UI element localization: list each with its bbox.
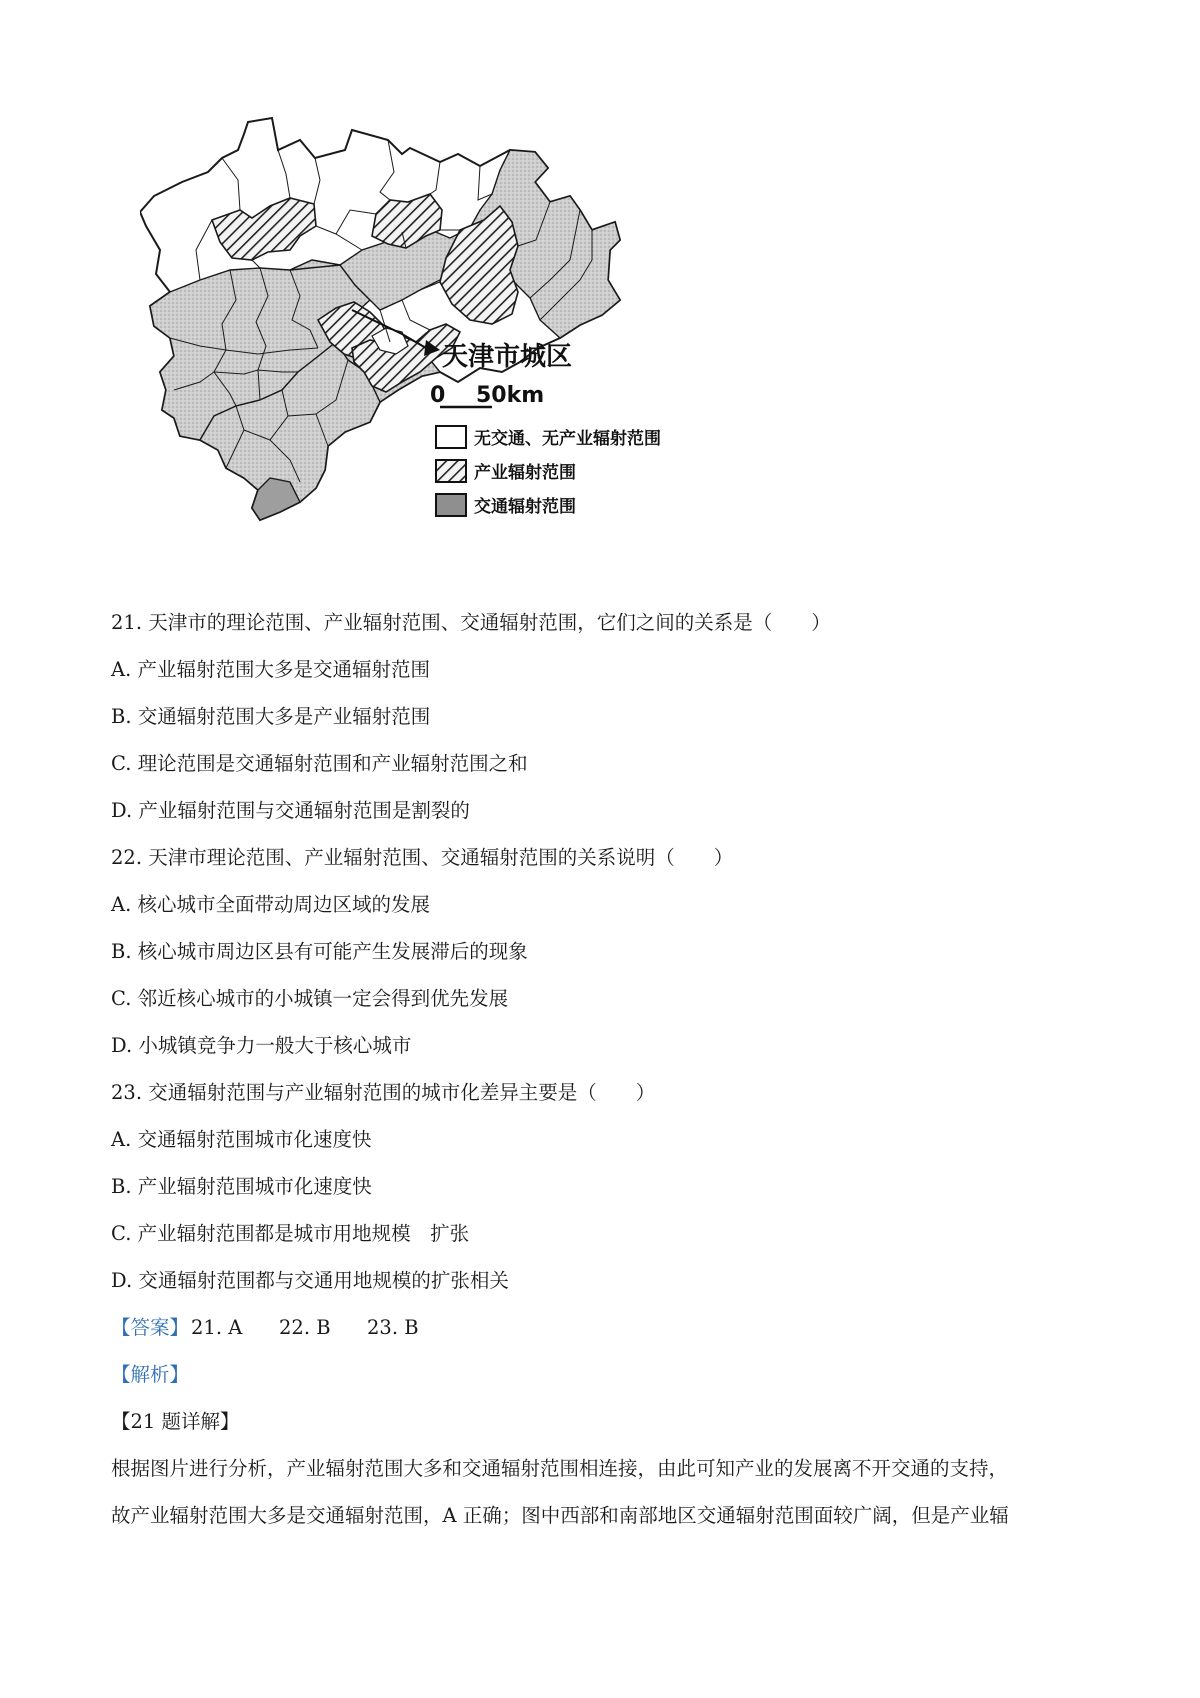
answer-line <box>111 1316 419 1340</box>
map-svg <box>140 110 780 580</box>
answer-item-23: 23. B <box>367 1316 419 1339</box>
question-21-option-d: D. 产业辐射范围与交通辐射范围是割裂的 <box>111 799 470 822</box>
question-23-option-c: C. 产业辐射范围都是城市用地规模 扩张 <box>111 1222 470 1245</box>
question-21-stem: 21. 天津市的理论范围、产业辐射范围、交通辐射范围，它们之间的关系是（ ） <box>111 611 831 634</box>
answer-item-22: 22. B <box>279 1316 331 1339</box>
analysis-label: 【解析】 <box>111 1363 190 1386</box>
question-22-option-b: B. 核心城市周边区县有可能产生发展滞后的现象 <box>111 940 528 963</box>
question-21-option-c: C. 理论范围是交通辐射范围和产业辐射范围之和 <box>111 752 528 775</box>
scale-value: 50km <box>476 383 545 408</box>
question-22-option-d: D. 小城镇竞争力一般大于核心城市 <box>111 1034 412 1057</box>
question-23-stem: 23. 交通辐射范围与产业辐射范围的城市化差异主要是（ ） <box>111 1081 656 1104</box>
legend-label-none: 无交通、无产业辐射范围 <box>474 429 661 449</box>
detail-line-2: 故产业辐射范围大多是交通辐射范围，A 正确；图中西部和南部地区交通辐射范围面较广阔，但是产业辐 <box>111 1504 1009 1527</box>
legend-label-grey: 交通辐射范围 <box>474 497 576 517</box>
answer-label: 【答案】 <box>111 1316 190 1339</box>
scale-bar <box>430 383 544 408</box>
question-21-option-b: B. 交通辐射范围大多是产业辐射范围 <box>111 705 431 728</box>
question-22-option-a: A. 核心城市全面带动周边区域的发展 <box>111 893 430 916</box>
question-21-option-a: A. 产业辐射范围大多是交通辐射范围 <box>111 658 430 681</box>
detail-line-1: 根据图片进行分析，产业辐射范围大多和交通辐射范围相连接，由此可知产业的发展离不开交通的支持， <box>111 1457 1009 1480</box>
scale-zero: 0 <box>430 383 446 408</box>
city-label: 天津市城区 <box>442 342 573 372</box>
question-23-option-d: D. 交通辐射范围都与交通用地规模的扩张相关 <box>111 1269 509 1292</box>
detail-heading: 【21 题详解】 <box>111 1410 240 1433</box>
legend-label-hatch: 产业辐射范围 <box>474 463 576 483</box>
question-22-stem: 22. 天津市理论范围、产业辐射范围、交通辐射范围的关系说明（ ） <box>111 846 734 869</box>
map-legend <box>436 426 661 517</box>
question-23-option-b: B. 产业辐射范围城市化速度快 <box>111 1175 372 1198</box>
answer-item-21: 21. A <box>191 1316 243 1339</box>
legend-swatch-grey <box>436 494 466 516</box>
question-22-option-c: C. 邻近核心城市的小城镇一定会得到优先发展 <box>111 987 509 1010</box>
legend-swatch-none <box>436 426 466 448</box>
map-figure <box>140 110 780 580</box>
question-23-option-a: A. 交通辐射范围城市化速度快 <box>111 1128 372 1151</box>
legend-swatch-hatch <box>436 460 466 482</box>
